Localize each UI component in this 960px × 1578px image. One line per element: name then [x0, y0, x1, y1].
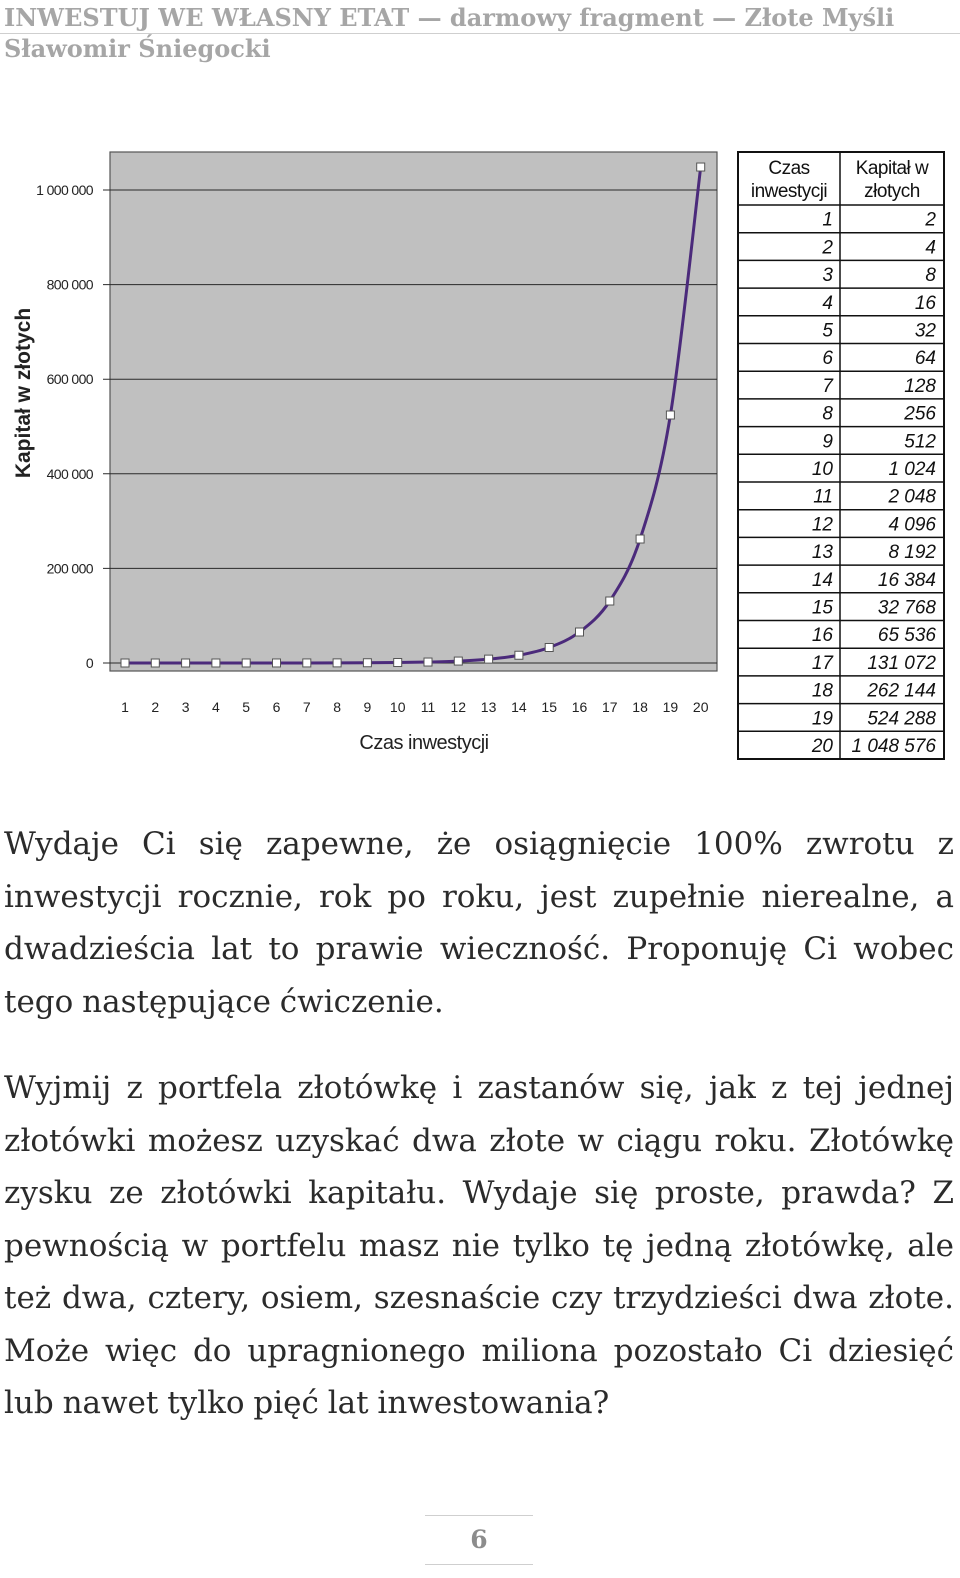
table-cell-capital: 131 072 [867, 652, 936, 674]
data-point-marker [394, 659, 402, 667]
body-text [4, 818, 954, 1464]
x-tick-label: 1 [121, 699, 129, 715]
table-header-cell: Kapitał w [855, 158, 929, 179]
x-tick-label: 20 [692, 699, 709, 715]
capital-growth-figure [0, 140, 960, 780]
table-cell-time: 7 [822, 375, 833, 397]
table-cell-time: 4 [822, 292, 833, 314]
x-tick-label: 15 [541, 699, 557, 715]
table-cell-time: 17 [811, 652, 833, 674]
table-cell-capital: 4 [925, 237, 936, 259]
table-cell-time: 18 [811, 680, 833, 702]
header-title: INWESTUJ WE WŁASNY ETAT — darmowy fragment — Złote Myśli [4, 3, 895, 32]
data-point-marker [151, 659, 159, 667]
x-tick-label: 16 [571, 699, 588, 715]
table-cell-capital: 1 024 [888, 459, 936, 480]
data-point-marker [697, 163, 705, 171]
x-tick-label: 9 [363, 699, 372, 715]
table-cell-capital: 16 [914, 292, 936, 314]
capital-growth-chart [12, 152, 717, 754]
table-cell-capital: 32 768 [877, 597, 936, 619]
table-cell-time: 1 [822, 209, 833, 231]
table-cell-time: 8 [822, 403, 833, 425]
table-cell-capital: 16 384 [877, 569, 936, 591]
figure-canvas [0, 140, 960, 780]
x-tick-label: 14 [511, 699, 527, 715]
table-cell-time: 10 [811, 459, 833, 480]
table-cell-capital: 2 [925, 209, 936, 231]
x-tick-label: 17 [602, 699, 618, 715]
data-point-marker [636, 535, 644, 543]
table-cell-capital: 524 288 [867, 708, 936, 730]
table-cell-capital: 512 [904, 431, 936, 453]
x-tick-label: 6 [272, 699, 281, 715]
data-point-marker [545, 644, 553, 652]
table-cell-time: 5 [822, 320, 833, 342]
table-cell-capital: 2 048 [888, 486, 936, 508]
page-number: 6 [425, 1515, 533, 1565]
table-cell-capital: 256 [904, 403, 936, 425]
data-point-marker [485, 655, 493, 663]
x-tick-label: 18 [632, 699, 648, 715]
table-cell-capital: 262 144 [867, 680, 936, 702]
y-axis-label: Kapitał w złotych [12, 307, 35, 479]
data-point-marker [303, 659, 311, 667]
table-cell-time: 3 [822, 265, 833, 287]
data-point-marker [121, 659, 129, 667]
data-point-marker [242, 659, 250, 667]
x-tick-label: 5 [242, 699, 251, 715]
data-point-marker [363, 659, 371, 667]
paragraph-2: Wyjmij z portfela złotówkę i zastanów się, jak z tej jednej złotówki możesz uzyskać dwa złote w ciągu roku. Złotówkę zysku ze złotówki kapitału. Wydaje się proste, prawda? Z pewnością w portfelu masz nie tylko tę jedną złotówkę, ale też dwa, cztery, osiem, szesnaście czy trzydzieści dwa złote. Może więc do upragnionego miliona pozostało Ci dziesięć lub nawet tylko pięć lat inwestowania? [4, 1070, 954, 1421]
table-cell-time: 11 [813, 486, 833, 508]
table-cell-time: 19 [811, 708, 833, 730]
table-cell-capital: 8 192 [888, 542, 936, 564]
table-cell-time: 20 [811, 736, 833, 757]
table-header-cell: Czas [768, 158, 810, 179]
data-point-marker [515, 651, 523, 659]
data-point-marker [576, 628, 584, 636]
y-tick-label: 400 000 [46, 465, 93, 482]
y-tick-label: 1 000 000 [36, 182, 93, 198]
y-tick-label: 200 000 [46, 560, 93, 577]
x-tick-label: 11 [420, 699, 436, 715]
x-tick-label: 4 [212, 699, 220, 715]
table-cell-capital: 128 [904, 375, 936, 397]
x-tick-label: 2 [151, 699, 160, 715]
x-axis-label: Czas inwestycji [359, 732, 489, 754]
y-tick-label: 800 000 [46, 276, 93, 293]
plot-area [110, 152, 717, 671]
table-header-cell: złotych [864, 181, 920, 202]
paragraph-1: Wydaje Ci się zapewne, że osiągnięcie 100% zwrotu z inwestycji rocznie, rok po roku, jest zupełnie nierealne, a dwadzieścia lat to prawie wieczność. Proponuję Ci wobec tego następujące ćwiczenie. [4, 826, 954, 1020]
table-cell-time: 15 [811, 597, 833, 619]
table-cell-capital: 4 096 [888, 514, 936, 536]
table-cell-capital: 65 536 [877, 625, 936, 647]
y-tick-label: 600 000 [46, 371, 93, 388]
table-cell-capital: 64 [914, 348, 936, 370]
table-cell-time: 12 [811, 514, 833, 536]
x-tick-label: 8 [333, 699, 341, 715]
x-tick-label: 10 [389, 699, 406, 715]
data-point-marker [273, 659, 281, 667]
x-tick-label: 13 [480, 699, 497, 715]
table-header-cell: inwestycji [750, 181, 828, 202]
data-point-marker [424, 658, 432, 666]
data-point-marker [333, 659, 341, 667]
table-cell-time: 13 [811, 542, 833, 564]
x-tick-label: 12 [450, 699, 467, 715]
header-author: Sławomir Śniegocki [4, 34, 271, 63]
x-tick-label: 19 [662, 699, 679, 715]
data-point-marker [666, 411, 674, 419]
x-tick-label: 3 [181, 699, 190, 715]
x-tick-label: 7 [302, 699, 311, 715]
table-cell-time: 16 [811, 625, 833, 647]
table-cell-time: 6 [822, 348, 833, 370]
table-cell-time: 9 [822, 431, 833, 453]
header-divider [0, 33, 960, 34]
table-cell-time: 2 [822, 237, 833, 259]
data-point-marker [182, 659, 190, 667]
data-point-marker [212, 659, 220, 667]
table-cell-time: 14 [811, 569, 833, 591]
table-cell-capital: 8 [925, 265, 936, 287]
capital-table [738, 152, 944, 759]
table-cell-capital: 32 [914, 320, 936, 342]
table-cell-capital: 1 048 576 [851, 736, 936, 757]
data-point-marker [606, 597, 614, 605]
y-tick-label: 0 [85, 655, 93, 671]
data-point-marker [454, 657, 462, 665]
